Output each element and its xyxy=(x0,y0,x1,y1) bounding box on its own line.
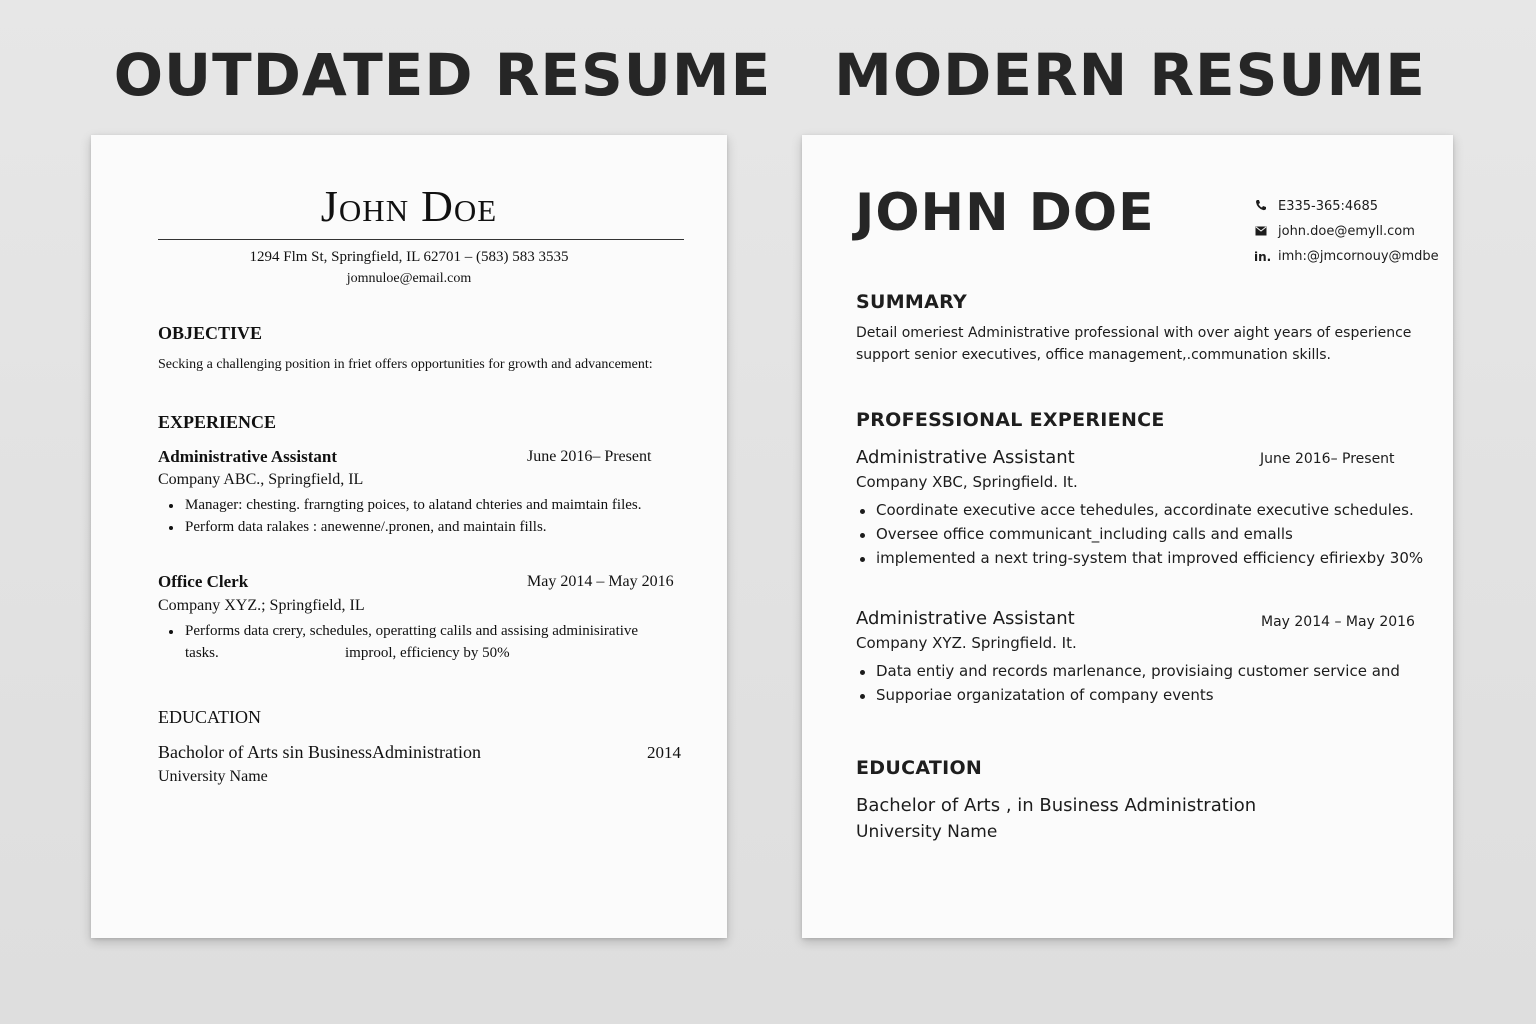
job-bullet: Perform data ralakes : anewenne/.pronen, and maintain fills. xyxy=(185,519,547,535)
outdated-name: John Doe xyxy=(320,182,498,231)
contact-email-text: john.doe@emyll.com xyxy=(1278,224,1415,239)
university: University Name xyxy=(158,768,268,785)
university: University Name xyxy=(856,822,998,842)
contact-linkedin-text: imh:@jmcornouy@mdbe xyxy=(1278,249,1439,264)
outdated-resume-heading: OUTDATED RESUME xyxy=(113,41,772,109)
linkedin-icon: in. xyxy=(1254,249,1272,264)
outdated-resume-paper xyxy=(91,135,727,938)
job-dates: May 2014 – May 2016 xyxy=(527,573,674,590)
job-company: Company XBC, Springfield. It. xyxy=(856,473,1078,491)
job-title: Administrative Assistant xyxy=(856,608,1075,629)
mail-icon xyxy=(1254,225,1268,239)
degree: Bachelor of Arts , in Business Administration xyxy=(856,795,1257,816)
modern-resume-paper xyxy=(802,135,1453,938)
header-divider xyxy=(158,239,684,240)
contact-email xyxy=(1254,224,1415,239)
job-company: Company XYZ. Springfield. It. xyxy=(856,634,1077,652)
job-company: Company XYZ.; Springfield, IL xyxy=(158,597,365,614)
outdated-address-line: 1294 Flm St, Springfield, IL 62701 – (583) 583 3535 xyxy=(249,249,569,265)
job-bullet: Performs data crery, schedules, operatting calils and assising adminisirative xyxy=(185,623,639,639)
modern-name: JOHN DOE xyxy=(855,183,1155,243)
job-bullet: Manager: chesting. frarngting poices, to alatand chteries and maimtain files. xyxy=(185,497,642,513)
modern-resume-heading: MODERN RESUME xyxy=(834,41,1426,109)
job-bullet-continuation: improol, efficiency by 50% xyxy=(345,645,510,661)
education-heading: EDUCATION xyxy=(856,757,983,779)
job-title: Office Clerk xyxy=(158,572,249,591)
summary-line: support senior executives, office management,.communation skills. xyxy=(856,347,1332,363)
outdated-email: jomnuloe@email.com xyxy=(346,271,472,286)
summary-heading: SUMMARY xyxy=(856,291,968,313)
contact-phone xyxy=(1254,199,1378,214)
job-company: Company ABC., Springfield, IL xyxy=(158,471,364,488)
job-dates: June 2016– Present xyxy=(527,448,652,465)
experience-heading: PROFESSIONAL EXPERIENCE xyxy=(856,409,1165,431)
job-title: Administrative Assistant xyxy=(856,447,1075,468)
job-bullet-continuation: tasks. xyxy=(185,645,219,661)
contact-linkedin xyxy=(1254,249,1439,264)
experience-heading: EXPERIENCE xyxy=(158,412,277,432)
job-dates: June 2016– Present xyxy=(1260,451,1395,467)
job-bullet: implemented a next tring-system that improved efficiency efiriexby 30% xyxy=(876,549,1424,567)
summary-line: Detail omeriest Administrative professional with over aight years of esperience xyxy=(856,325,1412,341)
education-heading: EDUCATION xyxy=(158,707,261,727)
objective-heading: OBJECTIVE xyxy=(158,323,263,343)
phone-icon xyxy=(1254,199,1268,214)
degree-year: 2014 xyxy=(647,743,681,762)
objective-text: Secking a challenging position in friet offers opportunities for growth and advancement: xyxy=(158,357,653,372)
job-title: Administrative Assistant xyxy=(158,447,337,466)
job-bullet: Supporiae organizatation of company events xyxy=(876,686,1214,704)
job-bullet: Oversee office communicant_including calls and emalls xyxy=(876,525,1293,543)
job-dates: May 2014 – May 2016 xyxy=(1261,614,1415,630)
job-bullet: Coordinate executive acce tehedules, accordinate executive schedules. xyxy=(876,501,1414,519)
contact-phone-text: E335-365:4685 xyxy=(1278,199,1378,214)
job-bullet: Data entiy and records marlenance, provisiaing customer service and xyxy=(876,662,1400,680)
degree: Bacholor of Arts sin BusinessAdministration xyxy=(158,742,481,762)
